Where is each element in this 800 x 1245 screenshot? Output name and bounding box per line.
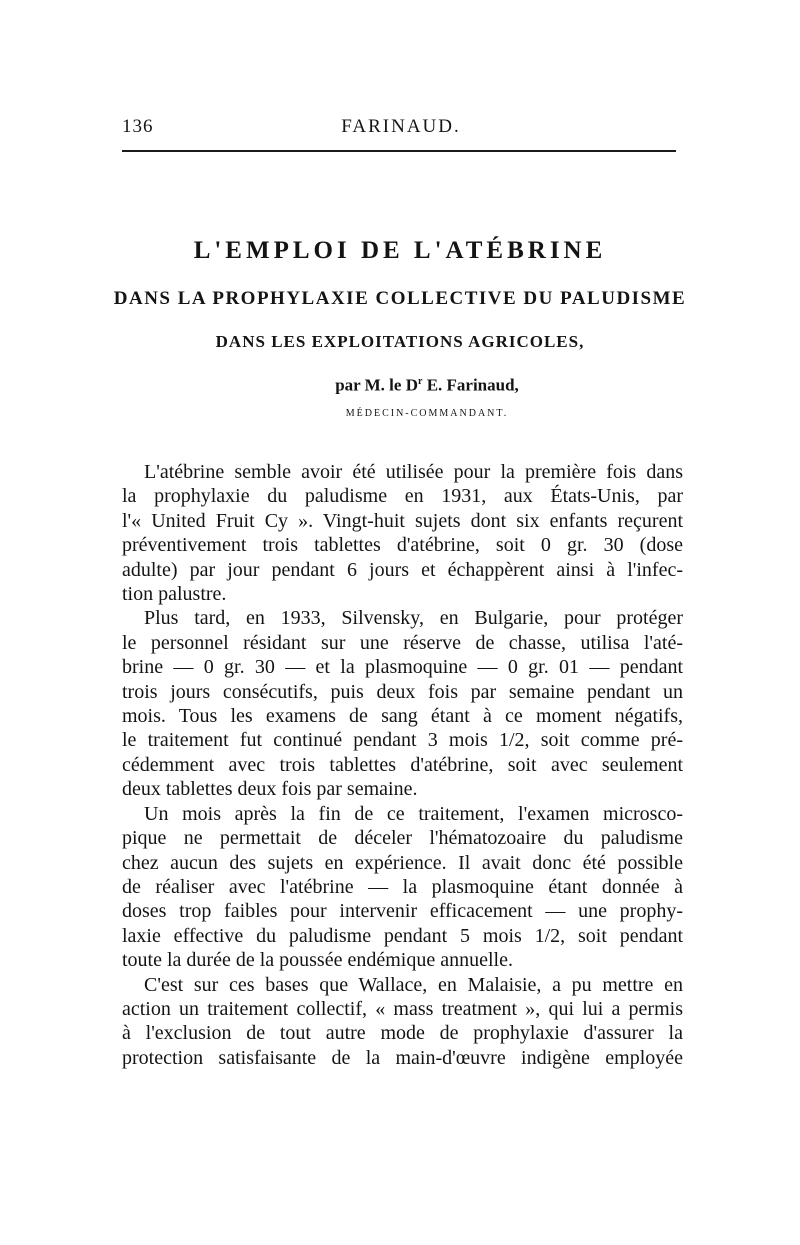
text-line: la prophylaxie du paludisme en 1931, aux États-Unis, par <box>122 485 683 508</box>
text-line: cédemment avec trois tablettes d'atébrine, soit avec seulement <box>122 753 683 776</box>
text-line: le personnel résidant sur une réserve de chasse, utilisa l'até- <box>122 631 683 654</box>
paragraph <box>122 606 683 801</box>
text-line: action un traitement collectif, « mass treatment », qui lui a permis <box>122 997 683 1020</box>
text-line: le traitement fut continué pendant 3 mois 1/2, soit comme pré- <box>122 729 683 752</box>
text-line: l'« United Fruit Cy ». Vingt-huit sujets dont six enfants reçurent <box>122 509 683 532</box>
article-subtitle-1: DANS LA PROPHYLAXIE COLLECTIVE DU PALUDISME <box>113 288 687 309</box>
text-line: deux tablettes deux fois par semaine. <box>122 778 418 801</box>
text-line: laxie effective du paludisme pendant 5 mois 1/2, soit pendant <box>122 924 683 947</box>
paragraph <box>122 802 683 973</box>
text-line: Un mois après la fin de ce traitement, l'examen microsco- <box>144 802 683 825</box>
article-body <box>122 460 683 1070</box>
page-number: 136 <box>122 116 154 137</box>
author-prefix: par M. le D <box>335 375 418 395</box>
text-line: trois jours consécutifs, puis deux fois par semaine pendant un <box>122 680 683 703</box>
author-title-sup: r <box>417 376 423 387</box>
text-line: tion palustre. <box>122 583 227 606</box>
text-line: pique ne permettait de déceler l'hématozoaire du paludisme <box>122 827 683 850</box>
author-role: MÉDECIN-COMMANDANT. <box>345 407 509 419</box>
article-title: L'EMPLOI DE L'ATÉBRINE <box>193 237 607 264</box>
text-line: mois. Tous les examens de sang étant à ce moment négatifs, <box>122 705 683 728</box>
author-name: E. Farinaud, <box>422 375 519 395</box>
paragraph <box>122 460 683 606</box>
paragraph <box>122 973 683 1071</box>
text-line: doses trop faibles pour intervenir efficacement — une prophy- <box>122 900 683 923</box>
text-line: adulte) par jour pendant 6 jours et échappèrent ainsi à l'infec- <box>122 558 683 581</box>
running-title: FARINAUD. <box>341 116 461 137</box>
text-line: L'atébrine semble avoir été utilisée pour la première fois dans <box>144 461 683 483</box>
running-head <box>122 116 680 146</box>
text-line: chez aucun des sujets en expérience. Il avait donc été possible <box>122 851 683 874</box>
text-line: à l'exclusion de tout autre mode de prophylaxie d'assurer la <box>122 1022 683 1045</box>
text-line: protection satisfaisante de la main-d'œuvre indigène employée <box>122 1046 683 1069</box>
text-line: de réaliser avec l'atébrine — la plasmoquine étant donnée à <box>122 875 683 898</box>
author-byline <box>0 370 800 398</box>
text-line: brine — 0 gr. 30 — et la plasmoquine — 0 gr. 01 — pendant <box>122 656 683 679</box>
text-line: C'est sur ces bases que Wallace, en Malaisie, a pu mettre en <box>144 973 683 996</box>
text-line: toute la durée de la poussée endémique annuelle. <box>122 949 513 972</box>
article-heading <box>0 236 800 419</box>
article-subtitle-2: DANS LES EXPLOITATIONS AGRICOLES, <box>215 332 585 351</box>
text-line: Plus tard, en 1933, Silvensky, en Bulgarie, pour protéger <box>144 607 683 630</box>
header-rule <box>122 150 676 152</box>
text-line: préventivement trois tablettes d'atébrine, soit 0 gr. 30 (dose <box>122 534 683 557</box>
